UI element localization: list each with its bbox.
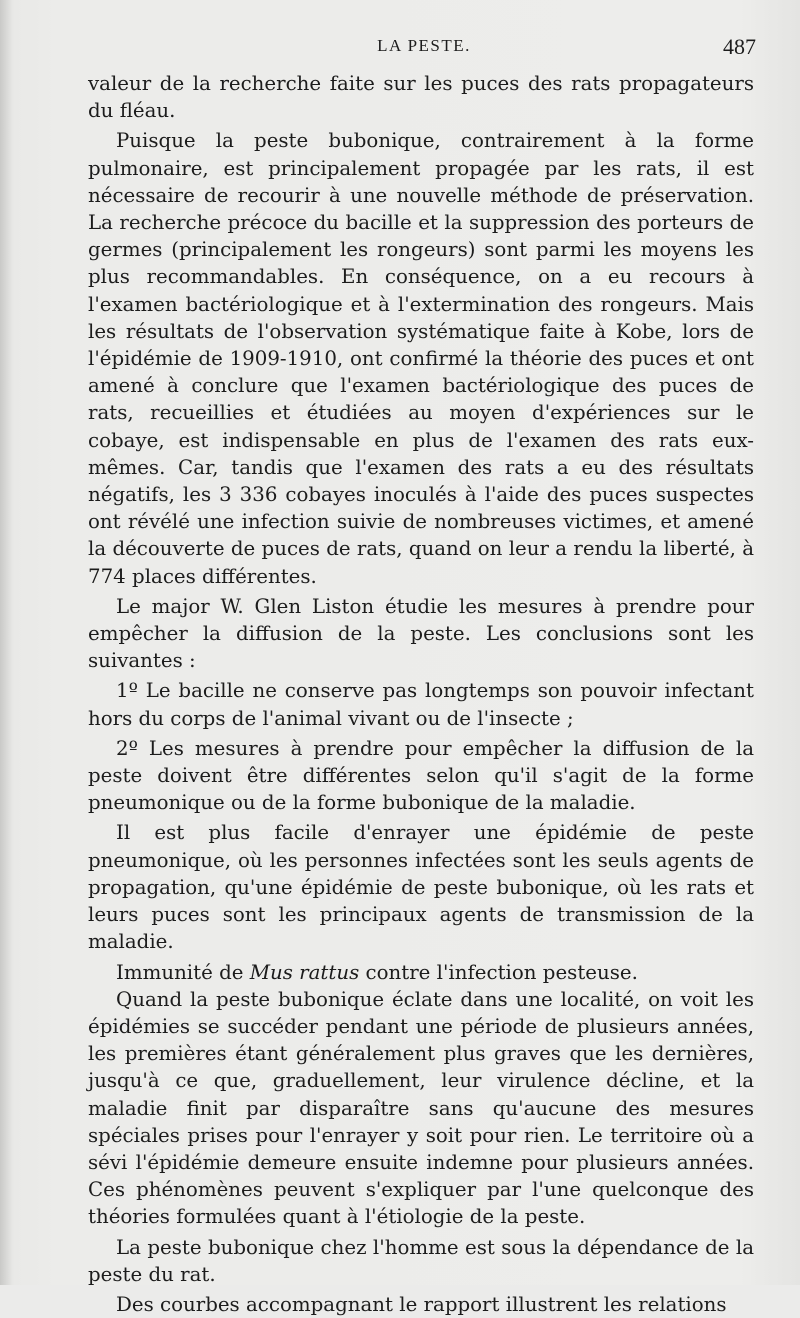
page-number: 487 <box>723 34 756 59</box>
immunity-text-after: contre l'infection pesteuse. <box>359 960 638 984</box>
paragraph-conclusion-2: 2º Les mesures à prendre pour empêcher la diffusion de la peste doivent être différentes selon qu'il s'agit de la forme pneumonique ou de la forme bubonique de la maladie. <box>88 736 754 815</box>
body-text <box>88 70 754 1318</box>
paragraph-liston: Le major W. Glen Liston étudie les mesures à prendre pour empêcher la diffusion de la peste. Les conclusions sont les suivantes : <box>88 594 754 673</box>
paragraph-continuation: valeur de la recherche faite sur les puces des rats propagateurs du fléau. <box>88 72 754 123</box>
species-name: Mus rattus <box>249 960 360 984</box>
paragraph-conclusion-1: 1º Le bacille ne conserve pas longtemps son pouvoir infectant hors du corps de l'animal vivant ou de l'insecte ; <box>88 679 754 730</box>
page-edge-shadow <box>0 0 12 1285</box>
running-head <box>92 34 756 58</box>
paragraph-immunity <box>88 959 754 986</box>
running-title: LA PESTE. <box>377 36 471 55</box>
paragraph-curves: Des courbes accompagnant le rapport illustrent les relations <box>116 1292 727 1316</box>
paragraph-dependence: La peste bubonique chez l'homme est sous la dépendance de la peste du rat. <box>88 1235 754 1286</box>
paragraph-plague-rats: Puisque la peste bubonique, contrairement à la forme pulmonaire, est principalement propagée par les rats, il est nécessaire de recourir à une nouvelle méthode de préservation. La recherche précoce du bacille et la suppression des porteurs de germes (principalement les rongeurs) sont parmi les moyens les plus recommandables. En conséquence, on a eu recours à l'examen bactériologique et à l'extermination des rongeurs. Mais les résultats de l'observation systématique faite à Kobe, lors de l'épidémie de 1909-1910, ont confirmé la théorie des puces et ont amené à conclure que l'examen bactériologique des puces de rats, recueillies et étudiées au moyen d'expériences sur le cobaye, est indispensable en plus de l'examen des rats eux-mêmes. Car, tandis que l'examen des rats a eu des résultats négatifs, les 3 336 cobayes inoculés à l'aide des puces suspectes ont révélé une infection suivie de nombreuses victimes, et amené la découverte de puces de rats, quand on leur a rendu la liberté, à 774 places différentes. <box>88 129 754 588</box>
paragraph-epidemics: Quand la peste bubonique éclate dans une localité, on voit les épidémies se succéder pendant une période de plusieurs années, les premières étant généralement plus graves que les dernières, jusqu'à ce que, graduellement, leur virulence décline, et la maladie finit par disparaître sans qu'aucune des mesures spéciales prises pour l'enrayer y soit pour rien. Le territoire où a sévi l'épidémie demeure ensuite indemne pour plusieurs années. Ces phénomènes peuvent s'expliquer par l'une quelconque des théories formulées quant à l'étiologie de la peste. <box>88 987 754 1229</box>
paragraph-pneumonic: Il est plus facile d'enrayer une épidémie de peste pneumonique, où les personnes infectées sont les seuls agents de propagation, qu'une épidémie de peste bubonique, où les rats et leurs puces sont les principaux agents de transmission de la maladie. <box>88 821 754 954</box>
immunity-text-before: Immunité de <box>116 960 250 984</box>
